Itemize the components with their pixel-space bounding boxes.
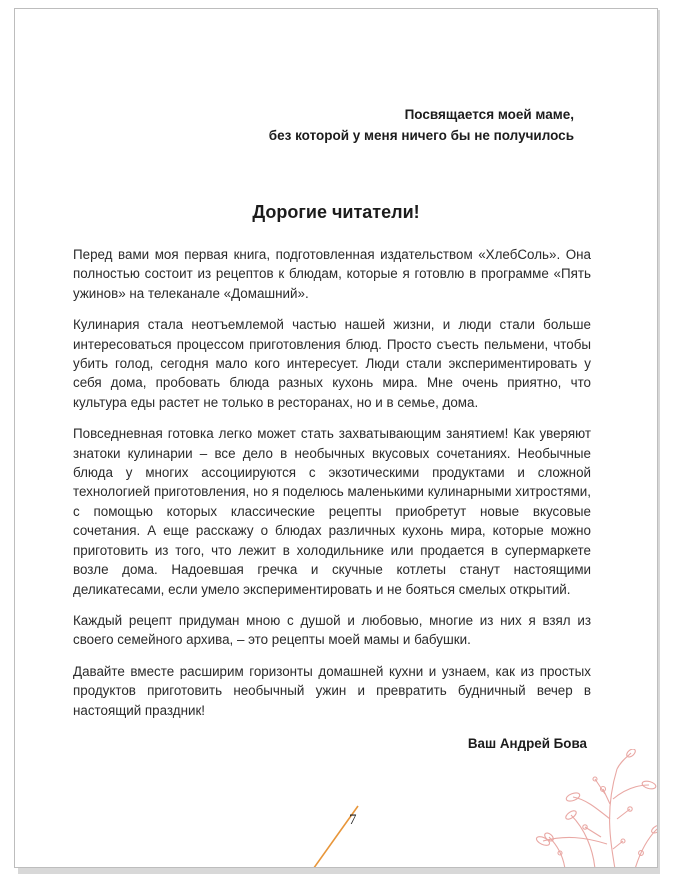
paragraph-1: Перед вами моя первая книга, подготовленная издательством «ХлебСоль». Она полностью состоит из рецептов к блюдам, которые я готовлю в программе «Пять ужинов» на телеканале «Домашний». [73,247,591,301]
dedication-line-1: Посвящается моей маме, [404,107,574,122]
book-page [14,8,658,868]
paragraph-5: Давайте вместе расширим горизонты домашней кухни и узнаем, как из простых продуктов приготовить необычный ужин и превратить будничный вечер в настоящий праздник! [73,663,591,718]
floral-decoration-icon [445,749,658,868]
signature: Ваш Андрей Бова [467,736,587,751]
paragraph-3: Повседневная готовка легко может стать захватывающим занятием! Как уверяют знатоки кулинарии – все дело в необычных вкусовых сочетаниях. Необычные блюда у многих ассоциируются с экзотическими продуктами и сложной технологией приготовления, но я поделюсь маленькими кулинарными хитростями, с помощью которых классические рецепты приобретут новые вкусовые сочетания. А еще расскажу о блюдах различных кухонь мира, которые можно приготовить из того, что лежит в холодильнике или продается в супермаркете возле дома. Надоевшая гречка и скучные котлеты станут настоящими деликатесами, если умело экспериментировать и не бояться смелых открытий. [73,426,591,597]
body-text [73,245,591,732]
dedication-line-2: без которой у меня ничего бы не получилось [268,128,574,143]
paragraph-4: Каждый рецепт придуман мною с душой и любовью, многие из них я взял из своего семейного архива, – это рецепты моей мамы и бабушки. [73,612,591,648]
paragraph-2: Кулинария стала неотъемлемой частью нашей жизни, и люди стали больше интересоваться процессом приготовления блюд. Просто съесть пельмени, чтобы убить голод, сегодня мало кого интересует. Люди стали экспериментировать у себя дома, пробовать блюда разных кухонь мира. Мне очень приятно, что культура еды растет не только в ресторанах, но и в семье, дома. [73,317,591,410]
dedication [269,104,574,146]
page-title: Дорогие читатели! [252,202,420,222]
page-number: 7 [349,812,357,828]
